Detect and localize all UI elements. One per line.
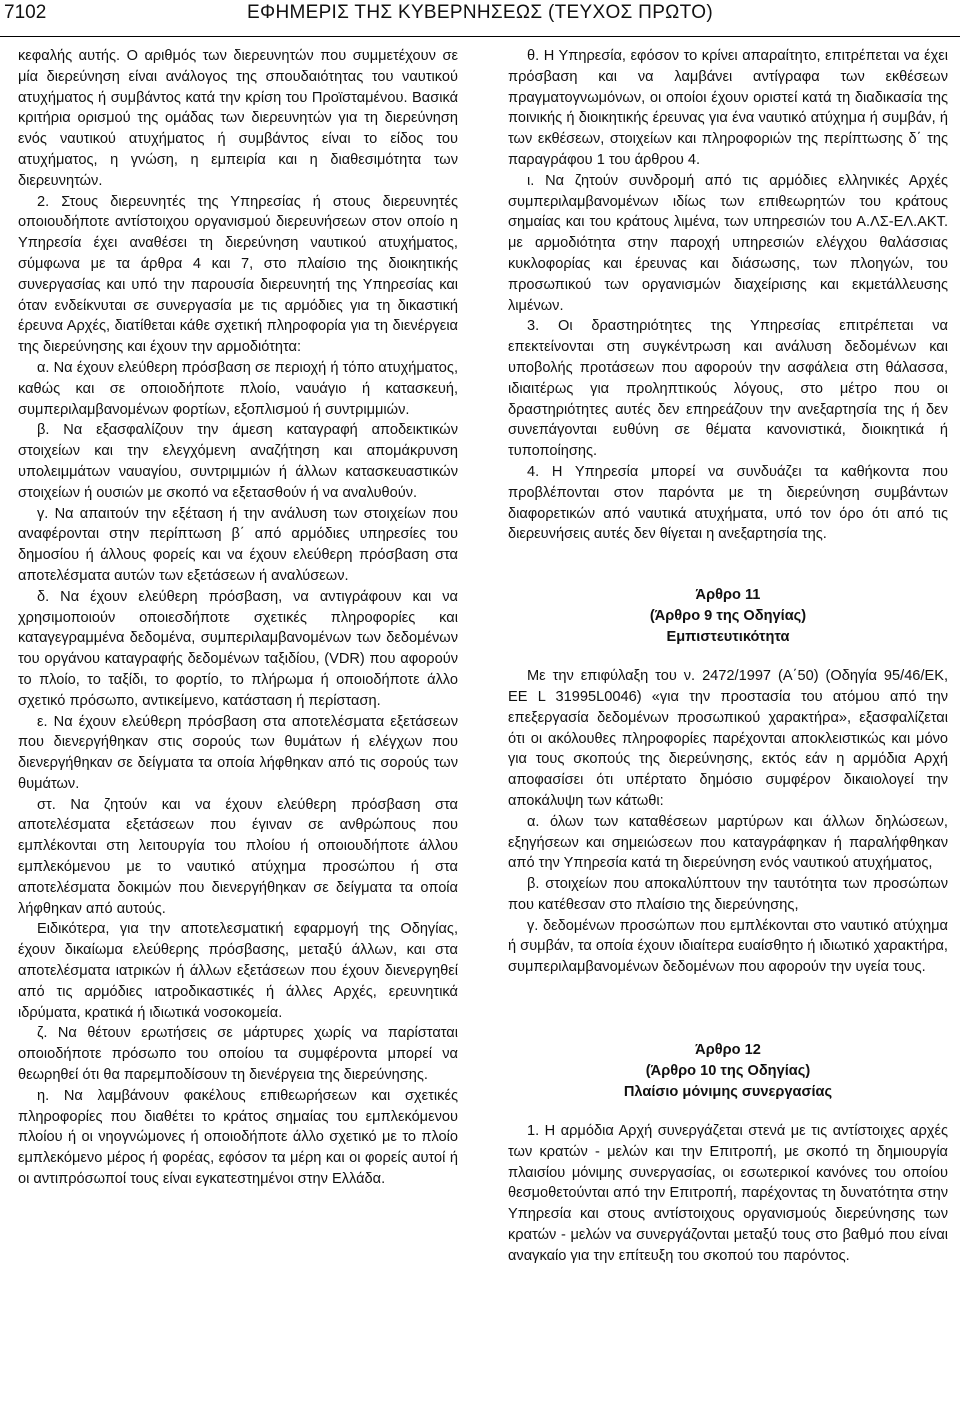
paragraph: στ. Να ζητούν και να έχουν ελεύθερη πρόσβαση στα αποτελέσματα εξετάσεων που έγιναν σε ανθρώπους που εμπλέκονται στη λειτουργία του πλοίου ή οποιουδήποτε άλλου εμπλεκόμενου με το ναυτικό ατύχημα προσώπου ή στα αποτελέσματα δοκιμών που διενεργήθηκαν σε δείγματα τα οποία λήφθηκαν από αυτούς. bbox=[18, 796, 458, 917]
article-12-heading: Πλαίσιο μόνιμης συνεργασίας bbox=[623, 1084, 833, 1101]
paragraph: ε. Να έχουν ελεύθερη πρόσβαση στα αποτελέσματα εξετάσεων που διενεργήθηκαν στις σορούς των θυμάτων ή ελέγχων που διενεργήθηκαν σε δείγματα τα οποία λήφθηκαν από τις σορούς των θυμάτων. bbox=[18, 713, 458, 792]
journal-title: ΕΦΗΜΕΡΙΣ ΤΗΣ ΚΥΒΕΡΝΗΣΕΩΣ (ΤΕΥΧΟΣ ΠΡΩΤΟ) bbox=[247, 2, 713, 23]
right-column bbox=[508, 46, 948, 1414]
paragraph: γ. Να απαιτούν την εξέταση ή την ανάλυση των στοιχείων που αναφέρονται στην περίπτωση β΄ από αρμόδιες υπηρεσίες του δημοσίου ή άλλους φορείς και να έχουν ελεύθερη πρόσβαση στα αποτελέσματα αυτών των εξετάσεων ή αναλύσεων. bbox=[18, 505, 458, 584]
paragraph: β. Να εξασφαλίζουν την άμεση καταγραφή αποδεικτικών στοιχείων και την ελεγχόμενη αναζήτηση και απομάκρυνση υπολειμμάτων ναυαγίου, συντριμμιών ή άλλων κατασκευαστικών στοιχείων ή ουσιών με σκοπό να εξετασθούν ή να αναλυθούν. bbox=[18, 422, 458, 501]
paragraph: θ. Η Υπηρεσία, εφόσον το κρίνει απαραίτητο, επιτρέπεται να έχει πρόσβαση και να λαμβάνει αντίγραφα των εκθέσεων πραγματογνωμόνων, οι οποίοι έχουν οριστεί κατά τη διαδικασία της ποινικής ή διοικητικής έρευνας για ένα ναυτικό ατύχημα ή συμβάν, ή των εκθέσεων, στοιχείων και πληροφοριών της περίπτωσης δ΄ της παραγράφου 1 του άρθρου 4. bbox=[508, 48, 948, 168]
paragraph: 3. Οι δραστηριότητες της Υπηρεσίας επιτρέπεται να επεκτείνονται στη συγκέντρωση και ανάλυση δεδομένων και υποβολής προτάσεων που αφορούν την ασφάλεια στη θάλασσα, ιδιαιτέρως για προληπτικούς λόγους, στο μέτρο που οι δραστηριότητες αυτές δεν επηρεάζουν την ανεξαρτησία της ή δεν συνεπάγονται ευθύνη σε θέματα κανονιστικά, διοικητικά ή τυποποίησης. bbox=[508, 318, 948, 460]
article-11-subtitle: (Άρθρο 9 της Οδηγίας) bbox=[649, 608, 807, 625]
header-rule bbox=[0, 36, 960, 37]
article-12-subtitle: (Άρθρο 10 της Οδηγίας) bbox=[645, 1063, 811, 1080]
article-11-heading: Εμπιστευτικότητα bbox=[666, 629, 790, 646]
page-number: 7102 bbox=[4, 2, 47, 23]
paragraph: γ. δεδομένων προσώπων που εμπλέκονται στο ναυτικό ατύχημα ή συμβάν, τα οποία έχουν ιδιαίτερα ευαίσθητο ή ιδιωτικό χαρακτήρα, συμπεριλαμβανομένων δεδομένων που αφορούν την υγεία τους. bbox=[508, 917, 948, 976]
paragraph: β. στοιχείων που αποκαλύπτουν την ταυτότητα των προσώπων που κατέθεσαν στο πλαίσιο της διερεύνησης, bbox=[508, 876, 948, 913]
paragraph: α. όλων των καταθέσεων μαρτύρων και άλλων δηλώσεων, εξηγήσεων και σημειώσεων που καταγράφηκαν ή παραλήφθηκαν από την Υπηρεσία κατά τη διερεύνηση ενός ναυτικού ατυχήματος, bbox=[508, 813, 948, 872]
paragraph: κεφαλής αυτής. Ο αριθμός των διερευνητών που συμμετέχουν σε μία διερεύνηση είναι ανάλογος της σπουδαιότητας του ναυτικού ατυχήματος ή συμβάντος κατά την κρίση του Προϊσταμένου. Βασικά κριτήρια ορισμού της ομάδας των διερευνητών για τη διερεύνηση ενός ναυτικού ατυχήματος ή συμβάντος είναι το είδος του ατυχήματος, η γνώση, η εμπειρία και η διαθεσιμότητα των διερευνητών. bbox=[18, 48, 458, 189]
paragraph: 1. Η αρμόδια Αρχή συνεργάζεται στενά με τις αντίστοιχες αρχές των κρατών - μελών και την Επιτροπή, με σκοπό τη δημιουργία πλαισίου μόνιμης συνεργασίας, οι εσωτερικοί κανόνες του οποίου θεσμοθετούνται από την Επιτροπή, παρέχοντας τη δυνατότητα στην Υπηρεσία και στους αντίστοιχους οργανισμούς διερεύνησης των κρατών - μελών να συνεργάζονται μεταξύ τους στο βαθμό που είναι αναγκαίο για την επίτευξη του σκοπού του παρόντος. bbox=[508, 1123, 948, 1264]
paragraph: α. Να έχουν ελεύθερη πρόσβαση σε περιοχή ή τόπο ατυχήματος, καθώς και σε οποιοδήποτε πλοίο, ναυάγιο ή κατασκευή, συμπεριλαμβανομένων φορτίων, εξοπλισμού ή συντριμμιών. bbox=[18, 359, 458, 418]
page-header bbox=[0, 0, 960, 30]
article-11-title: Άρθρο 11 bbox=[695, 587, 761, 604]
paragraph: ι. Να ζητούν συνδρομή από τις αρμόδιες ελληνικές Αρχές συμπεριλαμβανομένων ιδίως των επιθεωρητών του κράτους σημαίας και του κράτους λιμένα, των υπηρεσιών του Α.ΛΣ-ΕΛ.ΑΚΤ. με αρμοδιότητα στην παροχή υπηρεσιών ελέγχου θαλάσσιας κυκλοφορίας και έρευνας και διάσωσης, των πλοηγών, του προσωπικού των οργανισμών διαχείρισης και εκμετάλλευσης λιμένων. bbox=[508, 172, 948, 314]
left-column bbox=[18, 46, 458, 1414]
paragraph: 2. Στους διερευνητές της Υπηρεσίας ή στους διερευνητές οποιουδήποτε αντίστοιχου οργανισμού διερευνήσεων στον οποίο η Υπηρεσία έχει αναθέσει τη διερεύνηση ναυτικού ατυχήματος, σύμφωνα με τα άρθρα 4 και 7, στο πλαίσιο της διοικητικής συνεργασίας και υπό την παρουσία διερευνητή της Υπηρεσίας και όταν ενδείκνυται σε συνεργασία με τις αρμόδιες για τη δικαστική έρευνα Αρχές, διατίθεται κάθε σχετική πληροφορία για τη διενέργεια της διερεύνησης και έχουν την αρμοδιότητα: bbox=[18, 193, 458, 356]
paragraph: ζ. Να θέτουν ερωτήσεις σε μάρτυρες χωρίς να παρίσταται οποιοδήποτε πρόσωπο του οποίου τα συμφέροντα μπορεί να θεωρηθεί ότι θα παρεμποδίσουν τη διενέργεια της διερεύνησης. bbox=[18, 1025, 458, 1084]
paragraph: η. Να λαμβάνουν φακέλους επιθεωρήσεων και σχετικές πληροφορίες που διαθέτει το κράτος σημαίας του εμπλεκόμενου πλοίου ή οι νηογνώμονες ή οποιοδήποτε άλλο σχετικό με το πλοίο εμπλεκόμενο μέρος ή φορέας, εφόσον τα μέρη και οι φορείς αυτοί ή οι αντιπρόσωποί τους είναι εγκατεστημένοι στην Ελλάδα. bbox=[18, 1087, 458, 1188]
paragraph: δ. Να έχουν ελεύθερη πρόσβαση, να αντιγράφουν και να χρησιμοποιούν οποιεσδήποτε σχετικές πληροφορίες και καταγεγραμμένα δεδομένα, συμπεριλαμβανομένων των δεδομένων του οργάνου καταγραφής δεδομένων ταξιδίου, (VDR) που αφορούν το πλοίο, το ταξίδι, το φορτίο, το πλήρωμα ή οποιοδήποτε άλλο σχετικό πρόσωπο, αντικείμενο, κατάσταση ή περίσταση. bbox=[18, 588, 458, 709]
paragraph: Με την επιφύλαξη του ν. 2472/1997 (Α΄50) (Οδηγία 95/46/ΕΚ, ΕΕ L 31995L0046) «για την προστασία του ατόμου από την επεξεργασία δεδομένων προσωπικού χαρακτήρα», εξασφαλίζεται ότι οι ακόλουθες πληροφορίες παρέχονται αποκλειστικώς και μόνο για τους σκοπούς της διερεύνησης, εκτός εάν η αρμόδια Αρχή αποφασίσει ότι υπέρτατο δημόσιο συμφέρον δικαιολογεί την αποκάλυψη των κάτωθι: bbox=[508, 668, 948, 809]
paragraph: Ειδικότερα, για την αποτελεσματική εφαρμογή της Οδηγίας, έχουν δικαίωμα ελεύθερης πρόσβασης, μεταξύ άλλων, και στα αποτελέσματα ιατρικών ή άλλων εξετάσεων που έχουν διενεργηθεί από τις αρμόδιες ιατροδικαστικές ή άλλες Αρχές, ερευνητικά ιδρύματα, κρατικά ή ιδιωτικά νοσοκομεία. bbox=[18, 921, 458, 1021]
paragraph: 4. Η Υπηρεσία μπορεί να συνδυάζει τα καθήκοντα που προβλέπονται στον παρόντα με τη διερεύνηση συμβάντων διαφορετικών από ναυτικά ατυχήματα, υπό τον όρο ότι από τις διερευνήσεις αυτές δεν θίγεται η ανεξαρτησία της. bbox=[508, 463, 948, 543]
article-12-title: Άρθρο 12 bbox=[695, 1042, 761, 1059]
